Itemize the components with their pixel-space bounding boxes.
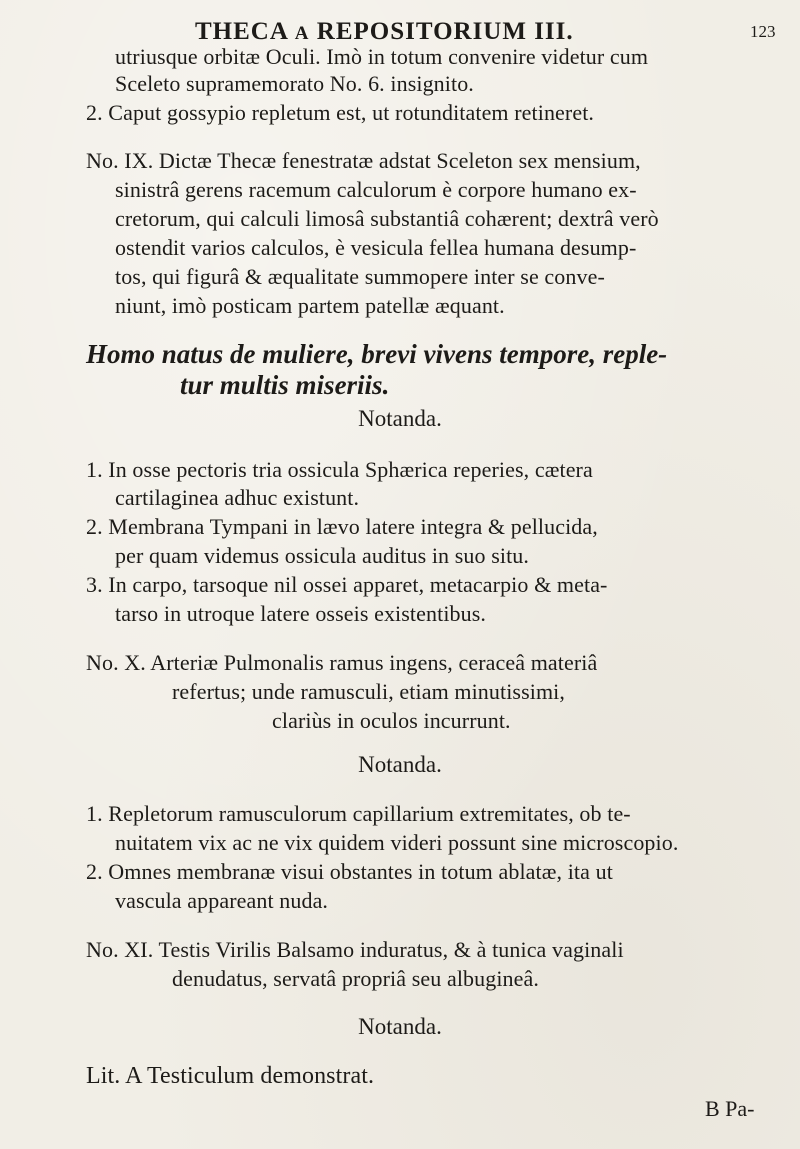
running-header bbox=[195, 18, 574, 46]
motto-line-1: Homo natus de muliere, brevi vivens tempore, reple- bbox=[86, 339, 668, 369]
motto-line-2: tur multis miseriis. bbox=[180, 370, 390, 400]
header-title-rest: REPOSITORIUM III. bbox=[316, 18, 574, 45]
page-number: 123 bbox=[750, 22, 776, 41]
section-x-line: No. X. Arteriæ Pulmonalis ramus ingens, ceraceâ materiâ bbox=[86, 650, 598, 675]
notanda-item-line: tarso in utroque latere osseis existentibus. bbox=[115, 601, 486, 626]
notanda-item-line: 2. Omnes membranæ visui obstantes in totum ablatæ, ita ut bbox=[86, 859, 613, 884]
notanda-item-line: 1. Repletorum ramusculorum capillarium extremitates, ob te- bbox=[86, 801, 631, 826]
section-ix-line: tos, qui figurâ & æqualitate summopere inter se conve- bbox=[115, 264, 605, 289]
notanda-item-line: cartilaginea adhuc existunt. bbox=[115, 485, 360, 510]
text-line: Sceleto supramemorato No. 6. insignito. bbox=[115, 71, 474, 96]
notanda-item-line: 2. Membrana Tympani in lævo latere integra & pellucida, bbox=[86, 514, 598, 539]
text-line: 2. Caput gossypio repletum est, ut rotunditatem retineret. bbox=[86, 100, 595, 125]
notanda-heading: Notanda. bbox=[358, 406, 442, 431]
text-line: utriusque orbitæ Oculi. Imò in totum convenire videtur cum bbox=[115, 44, 649, 69]
section-ix-line: ostendit varios calculos, è vesicula fellea humana desump- bbox=[115, 235, 637, 260]
notanda-heading: Notanda. bbox=[358, 752, 442, 777]
section-x-line: clariùs in oculos incurrunt. bbox=[272, 708, 511, 733]
signature-mark: B Pa- bbox=[705, 1096, 755, 1121]
section-xi-line: No. XI. Testis Virilis Balsamo induratus, & à tunica vaginali bbox=[86, 937, 624, 962]
notanda-item-line: nuitatem vix ac ne vix quidem videri possunt sine microscopio. bbox=[115, 830, 679, 855]
section-ix-line: cretorum, qui calculi limosâ substantiâ cohærent; dextrâ verò bbox=[115, 206, 659, 231]
notanda-item-line: vascula appareant nuda. bbox=[115, 888, 329, 913]
section-ix-line: sinistrâ gerens racemum calculorum è corpore humano ex- bbox=[115, 177, 637, 202]
notanda-heading: Notanda. bbox=[358, 1014, 442, 1039]
notanda-item-line: per quam videmus ossicula auditus in suo situ. bbox=[115, 543, 530, 568]
lit-line: Lit. A Testiculum demonstrat. bbox=[86, 1063, 375, 1089]
notanda-item-line: 3. In carpo, tarsoque nil ossei apparet, metacarpio & meta- bbox=[86, 572, 608, 597]
header-title-main: THECA bbox=[195, 18, 288, 45]
header-title-a: A bbox=[294, 23, 310, 44]
section-ix-line: niunt, imò posticam partem patellæ æquant. bbox=[115, 293, 505, 318]
notanda-item-line: 1. In osse pectoris tria ossicula Sphærica reperies, cætera bbox=[86, 457, 593, 482]
section-x-line: refertus; unde ramusculi, etiam minutissimi, bbox=[172, 679, 565, 704]
section-xi-line: denudatus, servatâ propriâ seu albugineâ. bbox=[172, 966, 539, 991]
section-ix-line: No. IX. Dictæ Thecæ fenestratæ adstat Sceleton sex mensium, bbox=[86, 148, 641, 173]
